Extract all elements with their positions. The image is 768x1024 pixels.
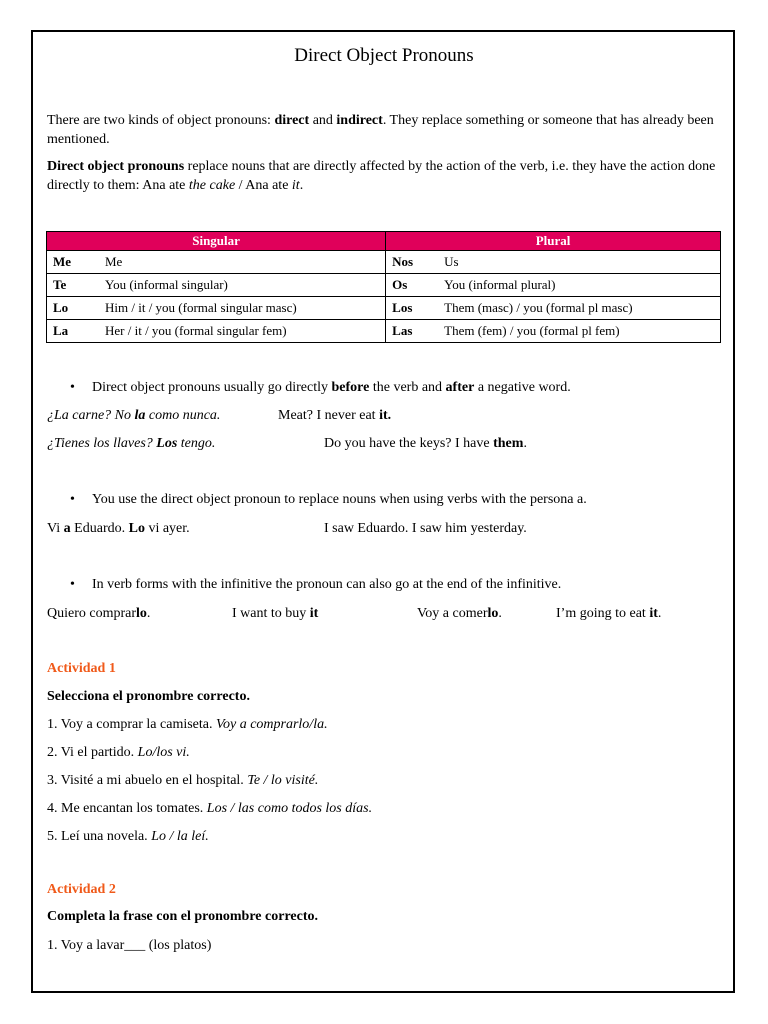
activity-2-item: 1. Voy a lavar___ (los platos) [47, 938, 212, 953]
page-title: Direct Object Pronouns [294, 45, 474, 66]
example-spanish-1: ¿La carne? No la como nunca. [47, 408, 221, 423]
activity-1-item: 3. Visité a mi abuelo en el hospital. Te / lo visité. [47, 773, 319, 788]
singular-cell: Me Me [47, 251, 386, 274]
rule-bullet-3: • In verb forms with the infinitive the pronoun can also go at the end of the infinitive. [72, 577, 561, 593]
example-english-1: Meat? I never eat it. [278, 408, 392, 423]
plural-cell: Os You (informal plural) [386, 274, 721, 297]
activity-2-instruction: Completa la frase con el pronombre correcto. [47, 909, 318, 924]
activity-1-item: 5. Leí una novela. Lo / la leí. [47, 829, 209, 844]
table-row [47, 297, 721, 320]
table-row [47, 274, 721, 297]
plural-cell: Los Them (masc) / you (formal pl masc) [386, 297, 721, 320]
example-english-3: I saw Eduardo. I saw him yesterday. [324, 521, 527, 536]
plural-cell: Las Them (fem) / you (formal pl fem) [386, 320, 721, 343]
rule-bullet-2: • You use the direct object pronoun to replace nouns when using verbs with the persona a. [72, 492, 587, 508]
table-header-row [47, 232, 721, 251]
activity-1-heading: Actividad 1 [47, 661, 116, 676]
example-spanish-3: Vi a Eduardo. Lo vi ayer. [47, 521, 190, 536]
plural-cell: Nos Us [386, 251, 721, 274]
activity-1-item: 1. Voy a comprar la camiseta. Voy a comprarlo/la. [47, 717, 328, 732]
activity-1-item: 4. Me encantan los tomates. Los / las como todos los días. [47, 801, 373, 816]
example-infinitive-4: I’m going to eat it. [556, 606, 662, 621]
pronoun-table [46, 231, 721, 343]
example-infinitive-3: Voy a comerlo. [417, 606, 502, 621]
intro-paragraph-1: There are two kinds of object pronouns: direct and indirect. They replace something or someone that has already been mentioned. [47, 113, 714, 147]
table-row [47, 251, 721, 274]
example-spanish-2: ¿Tienes los llaves? Los tengo. [47, 436, 216, 451]
activity-2-heading: Actividad 2 [47, 882, 116, 897]
singular-cell: Te You (informal singular) [47, 274, 386, 297]
rule-bullet-1: • Direct object pronouns usually go directly before the verb and after a negative word. [72, 380, 571, 396]
intro-paragraph-2: Direct object pronouns replace nouns that are directly affected by the action of the verb, i.e. they have the action done directly to them: Ana ate the cake / Ana ate it. [47, 159, 716, 193]
example-english-2: Do you have the keys? I have them. [324, 436, 527, 451]
activity-1-instruction: Selecciona el pronombre correcto. [47, 689, 250, 704]
header-plural: Plural [386, 232, 721, 251]
singular-cell: Lo Him / it / you (formal singular masc) [47, 297, 386, 320]
table-row [47, 320, 721, 343]
activity-1-item: 2. Vi el partido. Lo/los vi. [47, 745, 190, 760]
singular-cell: La Her / it / you (formal singular fem) [47, 320, 386, 343]
example-infinitive-2: I want to buy it [232, 606, 319, 621]
example-infinitive-1: Quiero comprarlo. [47, 606, 151, 621]
header-singular: Singular [47, 232, 386, 251]
